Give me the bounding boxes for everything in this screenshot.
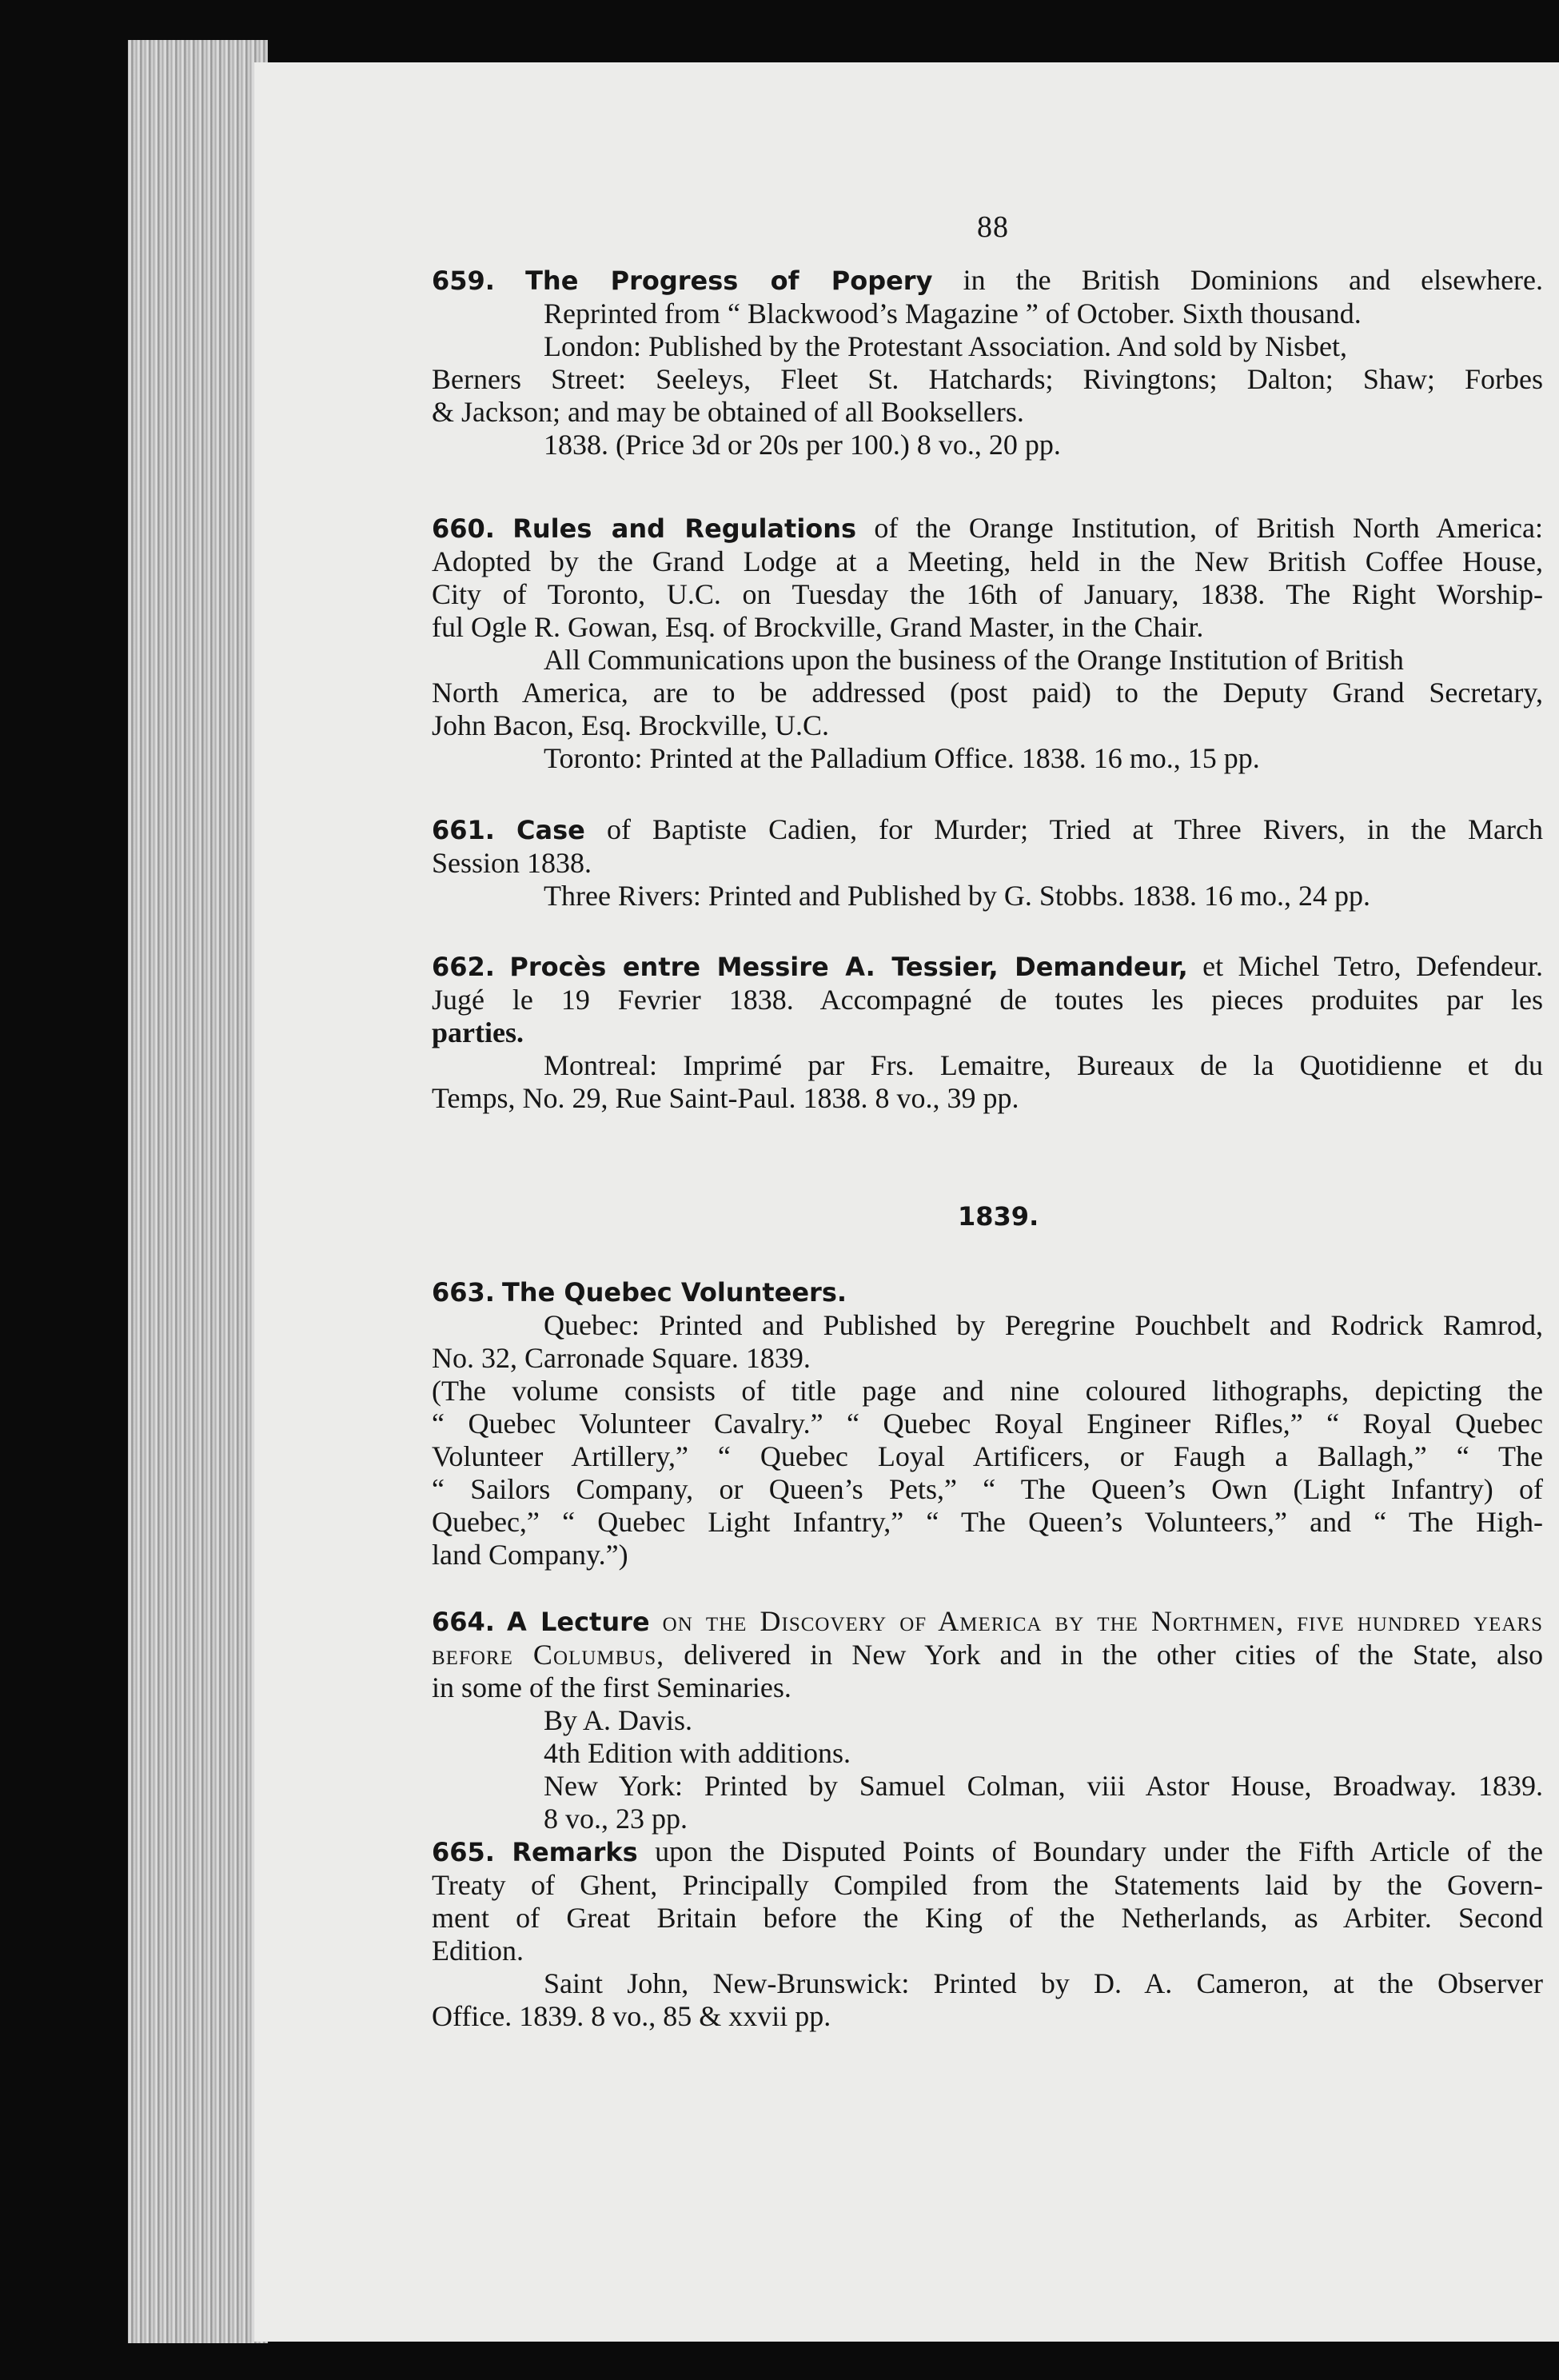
entry-title: Case	[516, 815, 585, 845]
entry-662	[432, 950, 1543, 1115]
entry-line: By A. Davis.	[544, 1704, 693, 1736]
entry-number: 661.	[432, 815, 495, 845]
entry-line: Saint John, New-Brunswick: Printed by D. A. Cameron, at the Observer	[544, 1967, 1543, 1999]
entry-line: in some of the first Seminaries.	[432, 1671, 791, 1703]
entry-line: New York: Printed by Samuel Colman, viii Astor House, Broadway. 1839.	[544, 1770, 1543, 1802]
entry-number: 663.	[432, 1277, 495, 1308]
entry-line	[432, 1639, 1543, 1671]
entry-line	[432, 1605, 1543, 1639]
entry-line: John Bacon, Esq. Brockville, U.C.	[432, 709, 829, 741]
entry-line	[432, 512, 1543, 545]
entry-line: Volunteer Artillery,” “ Quebec Loyal Artificers, or Faugh a Ballagh,” “ The	[432, 1440, 1543, 1472]
entry-line: London: Published by the Protestant Association. And sold by Nisbet,	[544, 330, 1347, 362]
entry-text: of the Orange Institution, of British North America:	[856, 512, 1544, 544]
page-edge-stack	[128, 40, 268, 2343]
entry-title: Rules and Regulations	[512, 513, 857, 544]
entry-line: parties.	[432, 1016, 524, 1048]
entry-text: before Columbus,	[432, 1639, 665, 1671]
entry-line: Adopted by the Grand Lodge at a Meeting, held in the New British Coffee House,	[432, 545, 1543, 577]
entry-line	[432, 1835, 1543, 1869]
entry-number: 659.	[432, 266, 495, 296]
entry-663	[432, 1276, 1543, 1571]
entry-line: Office. 1839. 8 vo., 85 & xxvii pp.	[432, 2000, 831, 2032]
entry-line: All Communications upon the business of the Orange Institution of British	[544, 644, 1404, 676]
entry-number: 662.	[432, 952, 495, 982]
entry-line: North America, are to be addressed (post paid) to the Deputy Grand Secretary,	[432, 677, 1543, 709]
entry-number: 660.	[432, 513, 495, 544]
entry-text: et Michel Tetro, Defendeur.	[1187, 950, 1544, 982]
entry-line: 1838. (Price 3d or 20s per 100.) 8 vo., 20 pp.	[544, 429, 1061, 461]
entry-title: The Progress of Popery	[525, 266, 933, 296]
entry-text: of Baptiste Cadien, for Murder; Tried at Three Rivers, in the March	[584, 813, 1544, 845]
entry-number: 665.	[432, 1837, 495, 1867]
entry-title: Procès entre Messire A. Tessier, Demandeur,	[509, 952, 1188, 982]
entry-661	[432, 813, 1543, 912]
entry-line: Edition.	[432, 1935, 524, 1967]
entry-line: Toronto: Printed at the Palladium Office. 1838. 16 mo., 15 pp.	[544, 742, 1260, 774]
entry-text: delivered in New York and in the other cities of the State, also	[664, 1639, 1543, 1671]
entry-660	[432, 512, 1543, 775]
entry-line: No. 32, Carronade Square. 1839.	[432, 1342, 811, 1374]
entry-line: Three Rivers: Printed and Published by G. Stobbs. 1838. 16 mo., 24 pp.	[544, 880, 1370, 912]
entry-text: in the British Dominions and elsewhere.	[932, 264, 1544, 296]
entry-line: Quebec: Printed and Published by Peregrine Pouchbelt and Rodrick Ramrod,	[544, 1309, 1543, 1341]
entry-line: land Company.”)	[432, 1539, 628, 1571]
entry-line: City of Toronto, U.C. on Tuesday the 16th of January, 1838. The Right Worship-	[432, 578, 1543, 610]
entry-line: Treaty of Ghent, Principally Compiled from the Statements laid by the Govern-	[432, 1869, 1543, 1901]
entry-line: (The volume consists of title page and nine coloured lithographs, depicting the	[432, 1375, 1543, 1407]
entry-line: ment of Great Britain before the King of the Netherlands, as Arbiter. Second	[432, 1902, 1543, 1934]
entry-line: ful Ogle R. Gowan, Esq. of Brockville, Grand Master, in the Chair.	[432, 611, 1204, 643]
entry-number: 664.	[432, 1607, 495, 1637]
entry-line: 8 vo., 23 pp.	[544, 1803, 688, 1835]
entry-line	[432, 1276, 1543, 1309]
entry-title: Remarks	[512, 1837, 638, 1867]
entry-line: “ Quebec Volunteer Cavalry.” “ Quebec Royal Engineer Rifles,” “ Royal Quebec	[432, 1408, 1543, 1440]
entry-line: Jugé le 19 Fevrier 1838. Accompagné de toutes les pieces produites par les	[432, 984, 1543, 1016]
entry-line: Montreal: Imprimé par Frs. Lemaitre, Bureaux de la Quotidienne et du	[544, 1049, 1543, 1081]
entry-line: Temps, No. 29, Rue Saint-Paul. 1838. 8 vo., 39 pp.	[432, 1082, 1019, 1114]
entry-line: Session 1838.	[432, 847, 592, 879]
entry-line	[432, 813, 1543, 847]
entry-line	[432, 264, 1543, 298]
entry-text: on the Discovery of America by the Northmen, five hundred years	[649, 1605, 1543, 1637]
entry-665	[432, 1835, 1543, 2033]
entry-line: 4th Edition with additions.	[544, 1737, 851, 1769]
entry-line: “ Sailors Company, or Queen’s Pets,” “ The Queen’s Own (Light Infantry) of	[432, 1473, 1543, 1505]
year-heading: 1839.	[958, 1201, 1039, 1232]
entry-line: Quebec,” “ Quebec Light Infantry,” “ The Queen’s Volunteers,” and “ The High-	[432, 1506, 1543, 1538]
entry-line: & Jackson; and may be obtained of all Booksellers.	[432, 396, 1024, 428]
entry-664	[432, 1605, 1543, 1835]
entry-text: upon the Disputed Points of Boundary under the Fifth Article of the	[637, 1835, 1543, 1867]
entry-line	[432, 950, 1543, 984]
entry-line: Reprinted from “ Blackwood’s Magazine ” of October. Sixth thousand.	[544, 298, 1362, 329]
entry-title: A Lecture	[507, 1607, 650, 1637]
entry-659	[432, 264, 1543, 461]
page-number: 88	[977, 210, 1009, 244]
entry-title: The Quebec Volunteers.	[501, 1277, 847, 1308]
entry-line: Berners Street: Seeleys, Fleet St. Hatchards; Rivingtons; Dalton; Shaw; Forbes	[432, 363, 1543, 395]
